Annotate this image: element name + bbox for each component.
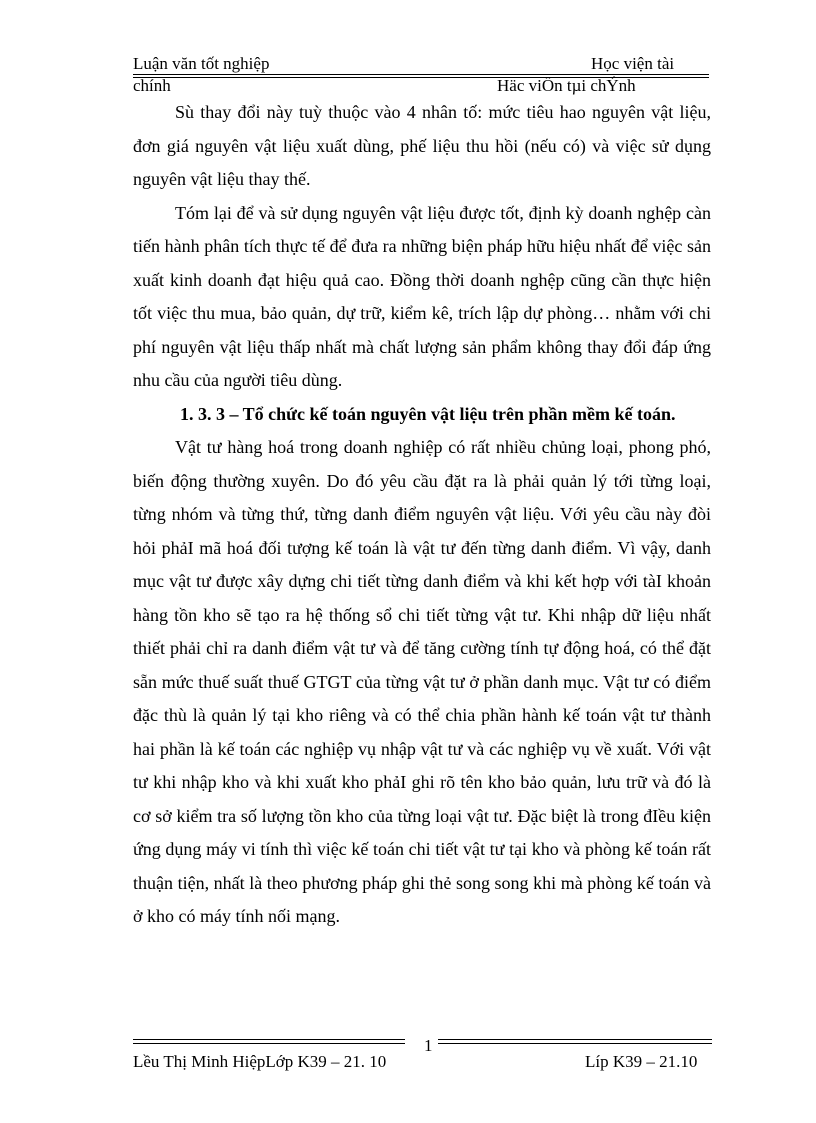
document-body <box>133 96 711 934</box>
header-thesis-label-continued: chính <box>133 76 171 95</box>
footer-rule-right-1 <box>438 1039 712 1040</box>
footer-class: Líp K39 – 21.10 <box>585 1052 698 1071</box>
header-academy-label-legacy: Häc viÖn tµi chÝnh <box>497 76 636 95</box>
footer-rule-left-1 <box>133 1039 405 1040</box>
paragraph-2: Tóm lại để và sử dụng nguyên vật liệu được tốt, định kỳ doanh nghệp càn tiến hành phân tích thực tế để đưa ra những biện pháp hữu hiệu nhất để việc sản xuất kinh doanh đạt hiệu quả cao. Đồng thời doanh nghệp cũng cần thực hiện tốt việc thu mua, bảo quản, dự trữ, kiểm kê, trích lập dự phòng… nhằm với chi phí nguyên vật liệu thấp nhất mà chất lượng sản phẩm không thay đổi đáp ứng nhu cầu của người tiêu dùng. <box>133 202 711 390</box>
header-rule-top <box>133 74 709 75</box>
page-number: 1 <box>424 1036 433 1055</box>
footer-rule-right-2 <box>438 1043 712 1044</box>
paragraph-3: Vật tư hàng hoá trong doanh nghiệp có rất nhiều chủng loại, phong phó, biến động thường xuyên. Do đó yêu cầu đặt ra là phải quản lý tới từng loại, từng nhóm và từng thứ, từng danh điểm nguyên vật liệu. Với yêu cầu này đòi hỏi phảI mã hoá đối tượng kế toán là vật tư đến từng danh điểm. Vì vậy, danh mục vật tư được xây dựng chi tiết từng danh điểm và khi kết hợp với tàI khoản hàng tồn kho sẽ tạo ra hệ thống sổ chi tiết từng vật tư. Khi nhập dữ liệu nhất thiết phải chỉ ra danh điểm vật tư và để tăng cường tính tự động hoá, có thể đặt sẵn mức thuế suất thuế GTGT của từng vật tư ở phần danh mục. Vật tư có điểm đặc thù là quản lý tại kho riêng và có thể chia phần hành kế toán vật tư thành hai phần là kế toán các nghiệp vụ nhập vật tư và các nghiệp vụ về xuất. Với vật tư khi nhập kho và khi xuất kho phảI ghi rõ tên kho bảo quản, lưu trữ và đó là cơ sở kiểm tra số lượng tồn kho của từng loại vật tư. Đặc biệt là trong đIều kiện ứng dụng máy vi tính thì việc kế toán chi tiết vật tư tại kho và phòng kế toán rất thuận tiện, nhất là theo phương pháp ghi thẻ song song khi mà phòng kế toán và ở kho có máy tính nối mạng. <box>133 437 711 926</box>
footer-author: Lều Thị Minh HiệpLớp K39 – 21. 10 <box>133 1052 387 1071</box>
header-thesis-label: Luận văn tốt nghiệp <box>133 54 270 73</box>
header-academy-label: Học viện tài <box>591 54 675 73</box>
paragraph-1: Sù thay đổi này tuỳ thuộc vào 4 nhân tố: mức tiêu hao nguyên vật liệu, đơn giá nguyên vật liệu xuất dùng, phế liệu thu hồi (nếu có) và việc sử dụng nguyên vật liệu thay thế. <box>133 102 711 189</box>
footer-rule-left-2 <box>133 1043 405 1044</box>
section-heading: 1. 3. 3 – Tổ chức kế toán nguyên vật liệu trên phần mềm kế toán. <box>180 403 676 424</box>
